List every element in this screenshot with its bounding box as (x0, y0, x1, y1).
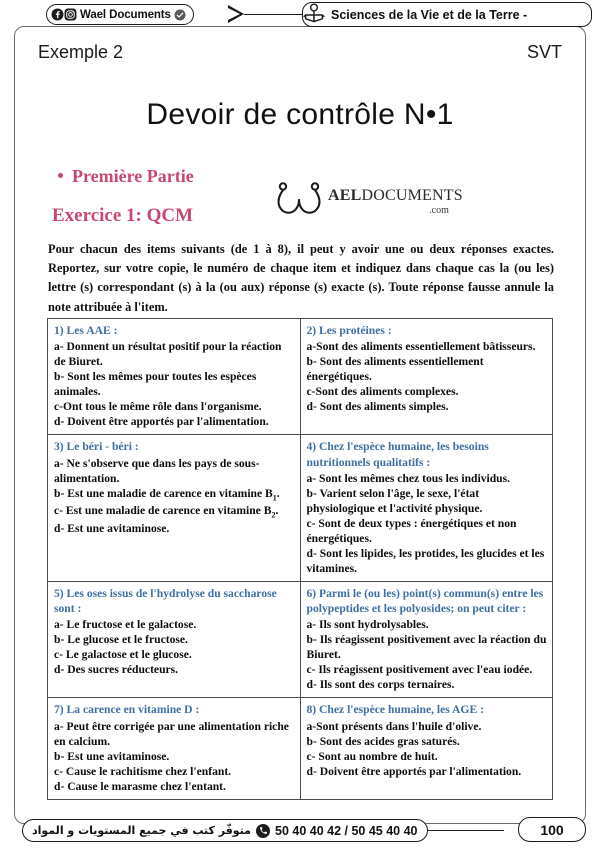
qcm-option: a-Sont présents dans l'huile d'olive. (306, 719, 482, 733)
qcm-option: b- Le glucose et le fructose. (54, 633, 188, 647)
watermark-rest-text: DOCUMENTS (361, 187, 463, 204)
bullet-icon (58, 173, 63, 178)
qcm-option: d- Sont des aliments simples. (306, 400, 449, 414)
qcm-option: b- Est une maladie de carence en vitamine $B_1$. (54, 486, 280, 502)
phone-icon (256, 824, 270, 838)
verified-check-icon (174, 8, 187, 21)
example-label: Exemple 2 (38, 42, 124, 62)
brand-badge-wael-documents[interactable] (46, 4, 194, 25)
qcm-item-heading: 1) Les AAE : (54, 324, 118, 337)
qcm-item-heading: 6) Parmi le (ou les) point(s) commun(s) entre les polypeptides et les polyosides; on peut citer : (306, 587, 544, 616)
qcm-item-cell (48, 582, 301, 698)
qcm-option: c-Ont tous le même rôle dans l'organisme. (54, 400, 262, 414)
qcm-item-heading: 8) Chez l'espèce humaine, les AGE : (306, 703, 484, 717)
qcm-item-heading: 3) Le béri - béri : (54, 440, 139, 454)
person-reading-book-icon (300, 0, 328, 30)
qcm-option: b- Sont des aliments essentiellement énergétiques. (306, 355, 484, 384)
qcm-option: a-Sont des aliments essentiellement bâtisseurs. (306, 340, 536, 354)
instructions-paragraph: Pour chacun des items suivants (de 1 à 8), il peut y avoir une ou deux réponses exactes. Reportez, sur votre copie, le numéro de chaque item et indiquez dans chaque cas la (ou les) lettre (s) correspondant (s) à la (ou aux) réponse (s) exacte (s). Toute réponse fausse annule la note attribuée à l'item. (48, 242, 554, 314)
qcm-option: a- Ne s'observe que dans les pays de sous-alimentation. (54, 456, 260, 485)
qcm-option: a- Sont les mêmes chez tous les individus. (306, 471, 511, 485)
qcm-option: d- Doivent être apportés par l'alimentation. (306, 764, 522, 778)
qcm-option: b- Sont des acides gras saturés. (306, 734, 460, 748)
qcm-option: c- Sont au nombre de huit. (306, 749, 438, 763)
qcm-item-heading: 7) La carence en vitamine D : (54, 703, 200, 717)
qcm-item-cell (300, 582, 553, 698)
qcm-item-heading: 4) Chez l'espèce humaine, les besoins nutritionnels qualitatifs : (306, 440, 489, 469)
table-row (48, 435, 553, 582)
qcm-item-cell (300, 698, 553, 799)
subject-badge-svt[interactable] (302, 2, 592, 27)
qcm-item-cell (300, 435, 553, 582)
qcm-items-table (47, 318, 553, 800)
qcm-item-cell (48, 698, 301, 799)
qcm-option: c- Le galactose et le glucose. (54, 648, 192, 662)
qcm-option: a- Peut être corrigée par une alimentation riche en calcium. (54, 719, 289, 748)
qcm-option: d- Doivent être apportés par l'alimentation. (54, 415, 269, 429)
qcm-item-cell (48, 319, 301, 435)
qcm-option: b- Varient selon l'âge, le sexe, l'état physiologique et l'activité physique. (306, 486, 483, 515)
qcm-item-heading: 2) Les protéines : (306, 324, 392, 337)
subject-badge-label: Sciences de la Vie et de la Terre - (331, 7, 528, 22)
qcm-option: b- Est une avitaminose. (54, 749, 170, 763)
table-row (48, 698, 553, 799)
qcm-option: b- Ils réagissent positivement avec la réaction du Biuret. (306, 633, 547, 662)
watermark-logo (272, 178, 462, 226)
section-heading-part (58, 166, 194, 187)
table-row (48, 319, 553, 435)
watermark-sub-text: .com (429, 205, 449, 216)
qcm-item-heading: 5) Les oses issus de l'hydrolyse du saccharose sont : (54, 587, 277, 616)
qcm-option: d- Cause le marasme chez l'entant. (54, 779, 226, 793)
qcm-option: c- Ils réagissent positivement avec l'eau iodée. (306, 663, 533, 677)
page-title: Devoir de contrôle N•1 (146, 98, 454, 131)
footer-contact-pill[interactable] (22, 819, 428, 842)
qcm-item-cell (300, 319, 553, 435)
section-heading-exercise: Exercice 1: QCM (52, 205, 194, 226)
footer-arabic-note: متوفّر كتب في جميع المستويات و المواد (32, 824, 251, 837)
section-heading-part-label: Première Partie (72, 166, 194, 186)
qcm-option: b- Sont les mêmes pour toutes les espèces animales. (54, 370, 257, 399)
qcm-option: c-Sont des aliments complexes. (306, 385, 459, 399)
facebook-icon (51, 8, 64, 21)
qcm-option: c- Cause le rachitisme chez l'enfant. (54, 764, 232, 778)
watermark-bold-text: AEL (328, 187, 362, 204)
instagram-icon (64, 8, 77, 21)
qcm-item-cell (48, 435, 301, 582)
qcm-option: d- Sont les lipides, les protides, les glucides et les vitamines. (306, 546, 545, 575)
qcm-option: a- Le fructose et le galactose. (54, 618, 197, 632)
qcm-option: d- Est une avitaminose. (54, 522, 170, 536)
qcm-option: d- Ils sont des corps ternaires. (306, 678, 455, 692)
brand-name-label: Wael Documents (80, 8, 171, 21)
document-header-row (38, 42, 562, 63)
qcm-option: c- Sont de deux types : énergétiques et non énergétiques. (306, 516, 517, 545)
qcm-option: a- Donnent un résultat positif pour la réaction de Biuret. (54, 340, 282, 369)
page-number-badge: 100 (518, 817, 586, 842)
qcm-option: c- Est une maladie de carence en vitamine $B_2$. (54, 504, 279, 520)
subject-label: SVT (526, 42, 562, 62)
stethoscope-w-logo-icon (272, 180, 326, 225)
pencil-tip-inner-decoration (228, 8, 240, 20)
footer-bar (0, 808, 600, 850)
footer-phone-numbers: 50 40 40 42 / 50 45 40 40 (275, 823, 418, 838)
qcm-option: a- Ils sont hydrolysables. (306, 618, 429, 632)
top-brand-bar (0, 0, 600, 30)
table-row (48, 582, 553, 698)
qcm-option: d- Des sucres réducteurs. (54, 663, 179, 677)
